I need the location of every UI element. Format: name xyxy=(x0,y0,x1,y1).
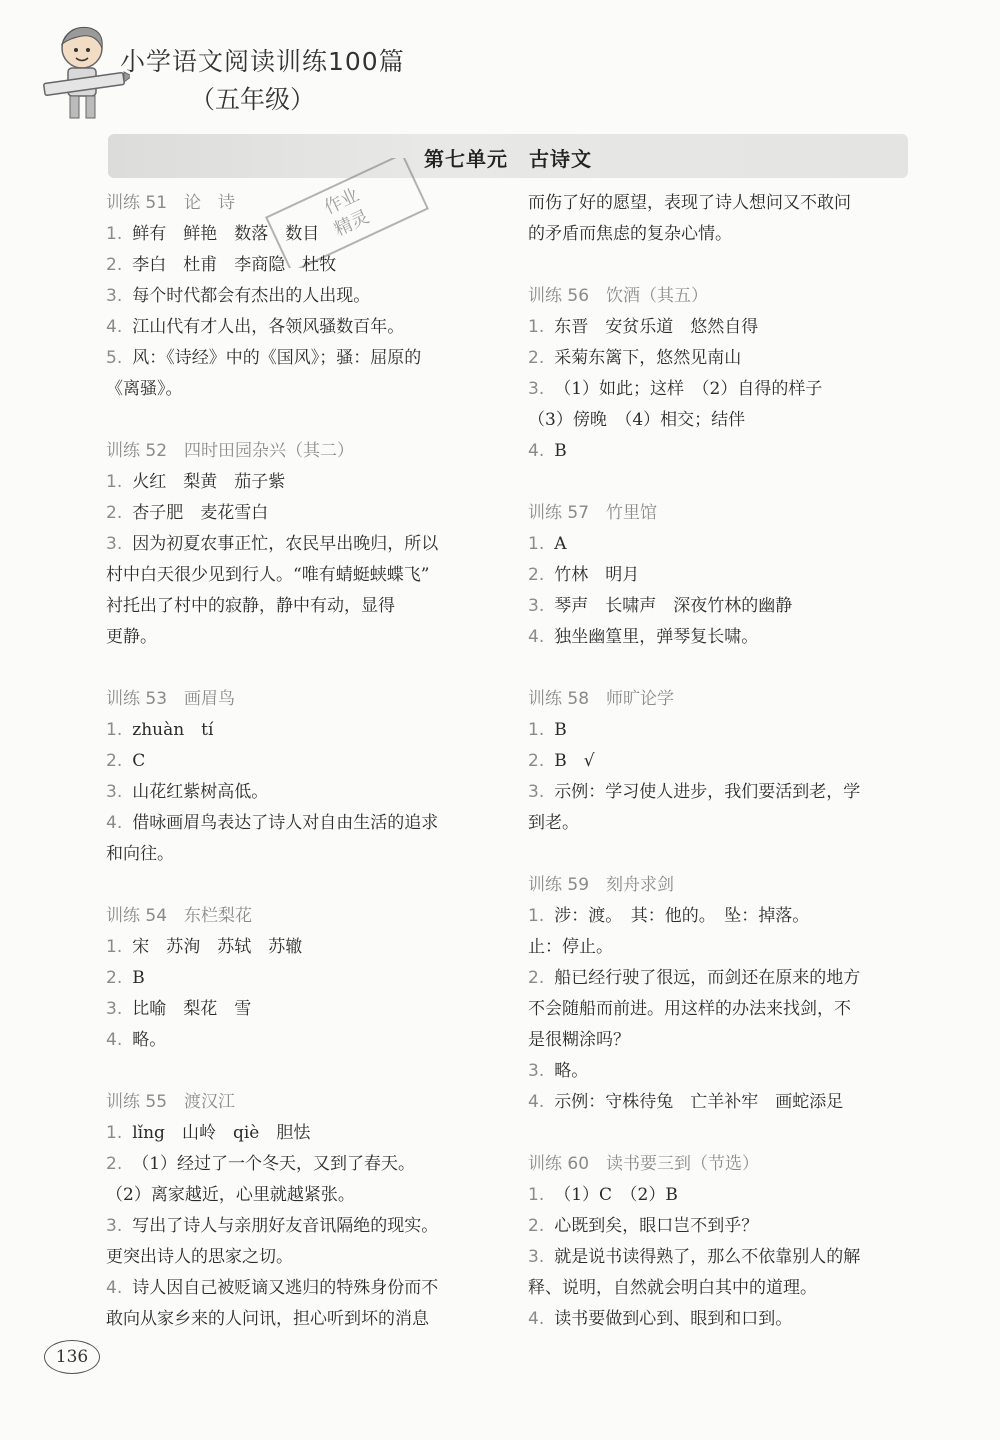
question-number: 2. xyxy=(528,348,545,368)
section-heading: 训练 59 刻舟求剑 xyxy=(528,875,675,895)
answer-line xyxy=(106,1242,496,1273)
answer-text: 竹林 明月 xyxy=(554,565,640,585)
section-gap xyxy=(106,1056,496,1087)
answer-line xyxy=(106,281,496,312)
page-number: 136 xyxy=(44,1340,100,1374)
question-number: 3. xyxy=(528,1061,545,1081)
answer-line xyxy=(528,374,918,405)
answer-text: C xyxy=(132,751,146,771)
question-number: 3. xyxy=(528,782,545,802)
answer-section xyxy=(106,684,496,870)
answer-text: 杏子肥 麦花雪白 xyxy=(132,503,269,523)
question-number: 2. xyxy=(106,255,123,275)
question-number: 1. xyxy=(528,1185,545,1205)
question-number: 1. xyxy=(528,906,545,926)
question-number: 4. xyxy=(528,441,545,461)
answer-text: 略。 xyxy=(554,1061,589,1081)
answer-text: 江山代有才人出，各领风骚数百年。 xyxy=(132,317,405,337)
section-heading: 训练 57 竹里馆 xyxy=(528,503,658,523)
answer-text: 示例：学习使人进步，我们要活到老，学 xyxy=(554,782,861,802)
section-heading: 训练 51 论 诗 xyxy=(106,193,236,213)
answer-text: 宋 苏洵 苏轼 苏辙 xyxy=(132,937,303,957)
section-gap xyxy=(528,839,918,870)
answer-line xyxy=(528,529,918,560)
section-gap xyxy=(528,250,918,281)
section-heading: 训练 54 东栏梨花 xyxy=(106,906,253,926)
question-number: 4. xyxy=(106,1030,123,1050)
answer-text: （1）如此；这样 （2）自得的样子 xyxy=(554,379,823,399)
question-number: 2. xyxy=(528,751,545,771)
answer-section xyxy=(528,498,918,653)
answer-line xyxy=(106,250,496,281)
answer-line xyxy=(106,498,496,529)
answer-text: 写出了诗人与亲朋好友音讯隔绝的现实。 xyxy=(132,1216,439,1236)
answer-line xyxy=(528,963,918,994)
answer-line xyxy=(106,839,496,870)
answer-text: 止：停止。 xyxy=(528,937,613,957)
answer-line xyxy=(528,1304,918,1335)
answer-text: 鲜有 鲜艳 数落 数目 xyxy=(132,224,320,244)
answer-section xyxy=(106,901,496,1056)
section-gap xyxy=(106,870,496,901)
answer-text: （1）C （2）B xyxy=(554,1185,678,1205)
answer-line xyxy=(106,1211,496,1242)
answer-line xyxy=(528,1180,918,1211)
answer-text: B √ xyxy=(554,751,595,771)
answer-text: （2）离家越近，心里就越紧张。 xyxy=(106,1185,355,1205)
answer-text: 采菊东篱下，悠然见南山 xyxy=(554,348,742,368)
answer-section xyxy=(528,188,918,250)
answer-text: zhuàn tí xyxy=(132,720,214,740)
question-number: 3. xyxy=(106,999,123,1019)
question-number: 2. xyxy=(106,751,123,771)
answer-text: A xyxy=(554,534,567,554)
answer-line xyxy=(528,436,918,467)
question-number: 3. xyxy=(106,286,123,306)
answer-text: 释、说明，自然就会明白其中的道理。 xyxy=(528,1278,817,1298)
answer-line xyxy=(528,312,918,343)
answer-text: 涉：渡。 其：他的。 坠：掉落。 xyxy=(554,906,810,926)
answer-line xyxy=(106,1118,496,1149)
answer-line xyxy=(528,901,918,932)
answer-text: （1）经过了一个冬天，又到了春天。 xyxy=(132,1154,416,1174)
answer-text: 更突出诗人的思家之切。 xyxy=(106,1247,293,1267)
answer-section xyxy=(528,281,918,467)
question-number: 5. xyxy=(106,348,123,368)
answer-line xyxy=(106,374,496,405)
answer-text: 村中白天很少见到行人。“唯有蜻蜓蛱蝶飞” xyxy=(106,565,430,585)
answer-text: 东晋 安贫乐道 悠然自得 xyxy=(554,317,759,337)
answer-text: 而伤了好的愿望，表现了诗人想问又不敢问 xyxy=(528,193,851,213)
question-number: 2. xyxy=(106,1154,123,1174)
question-number: 3. xyxy=(528,379,545,399)
answer-section xyxy=(106,1087,496,1335)
answer-line xyxy=(106,591,496,622)
section-heading: 训练 60 读书要三到（节选） xyxy=(528,1154,760,1174)
answer-text: lǐng 山岭 qiè 胆怯 xyxy=(132,1123,311,1143)
question-number: 2. xyxy=(528,1216,545,1236)
answer-section xyxy=(106,436,496,653)
section-heading: 训练 52 四时田园杂兴（其二） xyxy=(106,441,355,461)
question-number: 4. xyxy=(528,1092,545,1112)
question-number: 1. xyxy=(106,720,123,740)
question-number: 2. xyxy=(106,968,123,988)
answer-text: 衬托出了村中的寂静，静中有动，显得 xyxy=(106,596,395,616)
section-gap xyxy=(528,653,918,684)
answer-text: B xyxy=(554,441,567,461)
answer-line xyxy=(528,343,918,374)
answer-line xyxy=(106,219,496,250)
answer-text: 敢向从家乡来的人问讯，担心听到坏的消息 xyxy=(106,1309,429,1329)
answer-line xyxy=(106,467,496,498)
answer-line xyxy=(528,932,918,963)
answer-text: 示例：守株待兔 亡羊补牢 画蛇添足 xyxy=(554,1092,844,1112)
answer-text: 略。 xyxy=(132,1030,167,1050)
answer-text: 的矛盾而焦虑的复杂心情。 xyxy=(528,224,732,244)
answer-line xyxy=(528,188,918,219)
answer-text: 不会随船而前进。用这样的办法来找剑，不 xyxy=(528,999,851,1019)
answer-text: 风：《诗经》中的《国风》；骚：屈原的 xyxy=(132,348,422,368)
answer-line xyxy=(106,312,496,343)
boy-with-pencil-icon xyxy=(40,20,130,125)
answer-section xyxy=(106,188,496,405)
question-number: 1. xyxy=(528,720,545,740)
answer-line xyxy=(528,405,918,436)
answer-section xyxy=(528,684,918,839)
answer-text: 就是说书读得熟了，那么不依靠别人的解 xyxy=(554,1247,861,1267)
question-number: 1. xyxy=(106,472,123,492)
question-number: 4. xyxy=(106,1278,123,1298)
question-number: 3. xyxy=(106,1216,123,1236)
answer-line xyxy=(106,715,496,746)
answer-line xyxy=(106,746,496,777)
answer-text: 山花红紫树高低。 xyxy=(132,782,269,802)
answer-line xyxy=(106,963,496,994)
answer-line xyxy=(106,1273,496,1304)
answer-line xyxy=(528,1087,918,1118)
answer-line xyxy=(528,994,918,1025)
answer-text: 因为初夏农事正忙，农民早出晚归，所以 xyxy=(132,534,439,554)
section-gap xyxy=(528,467,918,498)
answer-text: 李白 杜甫 李商隐 杜牧 xyxy=(132,255,337,275)
question-number: 3. xyxy=(106,782,123,802)
unit-banner xyxy=(108,134,908,178)
answer-line xyxy=(528,1211,918,1242)
right-column xyxy=(528,188,918,1335)
answer-line xyxy=(106,777,496,808)
answer-text: 《离骚》。 xyxy=(106,379,183,399)
answer-line xyxy=(106,808,496,839)
section-heading: 训练 55 渡汉江 xyxy=(106,1092,236,1112)
answer-line xyxy=(528,1025,918,1056)
answer-text: 读书要做到心到、眼到和口到。 xyxy=(554,1309,793,1329)
section-heading: 训练 56 饮酒（其五） xyxy=(528,286,709,306)
unit-title: 第七单元 古诗文 xyxy=(424,147,592,171)
answer-line xyxy=(528,219,918,250)
question-number: 4. xyxy=(106,317,123,337)
answer-text: （3）傍晚 （4）相交；结伴 xyxy=(528,410,746,430)
answer-line xyxy=(528,1273,918,1304)
section-heading: 训练 58 师旷论学 xyxy=(528,689,675,709)
answer-line xyxy=(106,1149,496,1180)
answer-line xyxy=(528,591,918,622)
grade-label: （五年级） xyxy=(190,85,316,114)
answer-text: 借咏画眉鸟表达了诗人对自由生活的追求 xyxy=(132,813,439,833)
book-header xyxy=(40,20,460,130)
answer-line xyxy=(528,1056,918,1087)
answer-text: 船已经行驶了很远，而剑还在原来的地方 xyxy=(554,968,861,988)
answer-text: 独坐幽篁里，弹琴复长啸。 xyxy=(554,627,759,647)
answer-text: 每个时代都会有杰出的人出现。 xyxy=(132,286,371,306)
answer-text: B xyxy=(132,968,145,988)
answer-line xyxy=(528,622,918,653)
question-number: 2. xyxy=(528,565,545,585)
section-gap xyxy=(528,1118,918,1149)
question-number: 3. xyxy=(528,1247,545,1267)
left-column xyxy=(106,188,496,1335)
answer-text: 心既到矣，眼口岂不到乎？ xyxy=(554,1216,759,1236)
question-number: 3. xyxy=(106,534,123,554)
section-gap xyxy=(106,405,496,436)
answer-text: 到老。 xyxy=(528,813,579,833)
section-gap xyxy=(106,653,496,684)
question-number: 4. xyxy=(528,1309,545,1329)
question-number: 1. xyxy=(106,224,123,244)
answer-line xyxy=(106,994,496,1025)
section-heading: 训练 53 画眉鸟 xyxy=(106,689,236,709)
svg-text:精灵: 精灵 xyxy=(331,206,373,241)
answer-text: 火红 梨黄 茄子紫 xyxy=(132,472,286,492)
question-number: 4. xyxy=(106,813,123,833)
answer-line xyxy=(106,529,496,560)
answer-text: 比喻 梨花 雪 xyxy=(132,999,252,1019)
question-number: 1. xyxy=(528,317,545,337)
question-number: 1. xyxy=(106,937,123,957)
answer-line xyxy=(528,560,918,591)
answer-line xyxy=(528,746,918,777)
answer-line xyxy=(528,715,918,746)
answer-line xyxy=(106,1025,496,1056)
answer-line xyxy=(106,560,496,591)
question-number: 3. xyxy=(528,596,545,616)
answer-line xyxy=(106,622,496,653)
answer-text: 和向往。 xyxy=(106,844,174,864)
answer-text: 是很糊涂吗？ xyxy=(528,1030,630,1050)
svg-text:作业: 作业 xyxy=(320,184,363,219)
answer-line xyxy=(528,1242,918,1273)
answer-line xyxy=(106,343,496,374)
answer-line xyxy=(106,1304,496,1335)
answer-text: 诗人因自己被贬谪又逃归的特殊身份而不 xyxy=(132,1278,439,1298)
answer-line xyxy=(106,932,496,963)
question-number: 2. xyxy=(106,503,123,523)
answer-section xyxy=(528,870,918,1118)
answer-line xyxy=(528,777,918,808)
book-title: 小学语文阅读训练100篇 xyxy=(120,47,405,76)
answer-text: 琴声 长啸声 深夜竹林的幽静 xyxy=(554,596,793,616)
answer-line xyxy=(106,1180,496,1211)
question-number: 2. xyxy=(528,968,545,988)
answer-text: 更静。 xyxy=(106,627,157,647)
answer-text: B xyxy=(554,720,567,740)
answer-line xyxy=(528,808,918,839)
question-number: 1. xyxy=(106,1123,123,1143)
answer-section xyxy=(528,1149,918,1335)
question-number: 4. xyxy=(528,627,545,647)
question-number: 1. xyxy=(528,534,545,554)
